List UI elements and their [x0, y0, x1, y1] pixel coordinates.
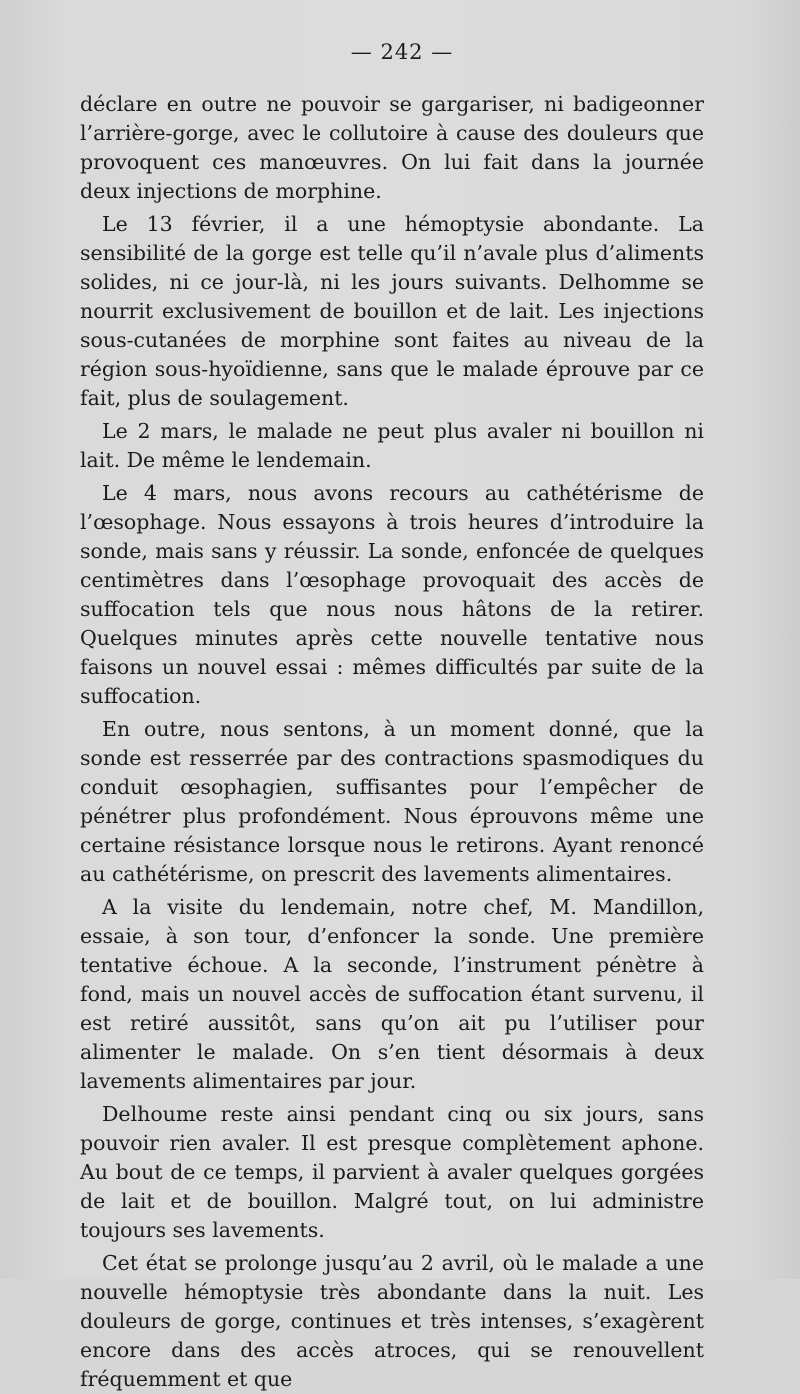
paragraph-2: Le 13 février, il a une hémoptysie abondante. La sensibilité de la gorge est telle qu’il n’avale plus d’aliments solides, ni ce jour-là, ni les jours suivants. Delhomme se nourrit exclusivement de bouillon et de lait. Les injections sous-cutanées de morphine sont faites au niveau de la région sous-hyoïdienne, sans que le malade éprouve par ce fait, plus de soulagement.	[80, 212, 704, 410]
paragraph-4: Le 4 mars, nous avons recours au cathétérisme de l’œsophage. Nous essayons à trois heures d’introduire la sonde, mais sans y réussir. La sonde, enfoncée de quelques centimètres dans l’œsophage provoquait des accès de suffocation tels que nous nous hâtons de la retirer. Quelques minutes après cette nouvelle tentative nous faisons un nouvel essai : mêmes difficultés par suite de la suffocation.	[80, 481, 704, 708]
paragraph-8: Cet état se prolonge jusqu’au 2 avril, où le malade a une nouvelle hémoptysie très abondante dans la nuit. Les douleurs de gorge, continues et très intenses, s’exagèrent encore dans des accès atroces, qui se renouvellent fréquemment et que	[80, 1251, 704, 1391]
page-number: — 242 —	[350, 40, 454, 64]
paragraph-5: En outre, nous sentons, à un moment donné, que la sonde est resserrée par des contractions spasmodiques du conduit œsophagien, suffisantes pour l’empêcher de pénétrer plus profondément. Nous éprouvons même une certaine résistance lorsque nous le retirons. Ayant renoncé au cathétérisme, on prescrit des lavements alimentaires.	[80, 717, 704, 886]
paragraph-6: A la visite du lendemain, notre chef, M. Mandillon, essaie, à son tour, d’enfoncer la sonde. Une première tentative échoue. A la seconde, l’instrument pénètre à fond, mais un nouvel accès de suffocation étant survenu, il est retiré aussitôt, sans qu’on ait pu l’utiliser pour alimenter le malade. On s’en tient désormais à deux lavements alimentaires par jour.	[80, 895, 704, 1093]
paragraph-1: déclare en outre ne pouvoir se gargariser, ni badigeonner l’arrière-gorge, avec le collutoire à cause des douleurs que provoquent ces manœuvres. On lui fait dans la journée deux injections de morphine.	[80, 92, 704, 203]
paragraph-3: Le 2 mars, le malade ne peut plus avaler ni bouillon ni lait. De même le lendemain.	[80, 419, 704, 472]
paragraph-7: Delhoume reste ainsi pendant cinq ou six jours, sans pouvoir rien avaler. Il est presque complètement aphone. Au bout de ce temps, il parvient à avaler quelques gorgées de lait et de bouillon. Malgré tout, on lui administre toujours ses lavements.	[80, 1102, 704, 1242]
